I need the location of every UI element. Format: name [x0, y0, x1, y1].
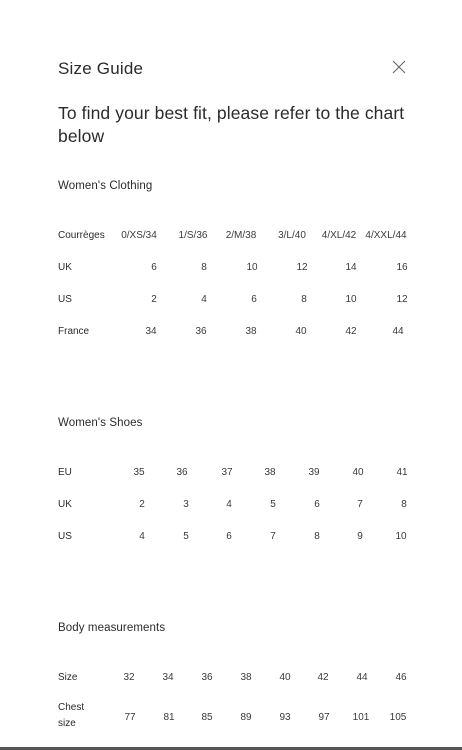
- shoes-cell: 40: [352, 467, 364, 478]
- intro-text: To find your best fit, please refer to the chart below: [58, 103, 405, 146]
- clothing-cell: 12: [296, 262, 308, 273]
- clothing-cell: 42: [345, 326, 357, 337]
- body-cell: 34: [162, 672, 174, 683]
- shoes-cell: 35: [133, 467, 145, 478]
- body-cell: 42: [317, 672, 329, 683]
- clothing-size-header: 4/XL/42: [321, 230, 357, 241]
- clothing-size-header: 3/L/40: [278, 230, 306, 241]
- body-measurements-title: Body measurements: [58, 622, 166, 634]
- shoes-cell: 7: [270, 531, 276, 542]
- body-cell: 81: [163, 712, 175, 723]
- body-cell: 36: [201, 672, 213, 683]
- clothing-cell: 34: [145, 326, 157, 337]
- shoes-cell: 7: [357, 499, 363, 510]
- body-cell: 38: [240, 672, 252, 683]
- shoes-cell: 5: [270, 499, 276, 510]
- clothing-cell: 2: [151, 294, 157, 305]
- shoes-cell: 41: [396, 467, 408, 478]
- womens-shoes-title: Women's Shoes: [58, 417, 143, 429]
- shoes-cell: 10: [395, 531, 407, 542]
- shoes-cell: 8: [401, 499, 407, 510]
- shoes-cell: 4: [226, 499, 232, 510]
- clothing-cell: 36: [195, 326, 207, 337]
- body-cell: 97: [318, 712, 330, 723]
- body-cell: 77: [124, 712, 136, 723]
- close-button[interactable]: [392, 60, 410, 78]
- shoes-cell: 8: [314, 531, 320, 542]
- shoes-cell: 39: [308, 467, 320, 478]
- clothing-size-header: 2/M/38: [225, 230, 257, 241]
- modal-title: Size Guide: [58, 59, 144, 78]
- clothing-size-header: 1/S/36: [178, 230, 208, 241]
- clothing-cell: 4: [201, 294, 207, 305]
- body-cell: 46: [395, 672, 407, 683]
- body-cell: 105: [389, 712, 407, 723]
- shoes-cell: 38: [264, 467, 276, 478]
- shoes-cell: 9: [357, 531, 363, 542]
- shoes-row-label: UK: [58, 499, 72, 510]
- body-cell: 44: [356, 672, 368, 683]
- clothing-row-label: UK: [58, 262, 72, 273]
- clothing-cell: 6: [151, 262, 157, 273]
- clothing-cell: 6: [251, 294, 257, 305]
- clothing-row-label: France: [58, 326, 90, 337]
- body-row-label: Chest size: [58, 702, 85, 729]
- clothing-header-label: Courrèges: [58, 230, 105, 241]
- clothing-cell: 14: [345, 262, 357, 273]
- clothing-size-header: 0/XS/34: [121, 230, 157, 241]
- clothing-cell: 38: [245, 326, 257, 337]
- shoes-row-label: US: [58, 531, 72, 542]
- shoes-cell: 3: [183, 499, 189, 510]
- shoes-cell: 4: [139, 531, 145, 542]
- clothing-row-label: US: [58, 294, 72, 305]
- clothing-cell: 12: [396, 294, 408, 305]
- body-cell: 101: [352, 712, 370, 723]
- body-cell: 93: [279, 712, 291, 723]
- body-row-label: Size: [58, 672, 78, 683]
- shoes-cell: 6: [226, 531, 232, 542]
- shoes-cell: 37: [221, 467, 233, 478]
- close-icon: [392, 60, 406, 74]
- body-cell: 40: [279, 672, 291, 683]
- shoes-row-label: EU: [58, 467, 72, 478]
- clothing-size-header: 4/XXL/44: [365, 230, 407, 241]
- clothing-cell: 8: [301, 294, 307, 305]
- shoes-cell: 6: [314, 499, 320, 510]
- clothing-cell: 44: [392, 326, 404, 337]
- clothing-cell: 8: [201, 262, 207, 273]
- shoes-cell: 5: [183, 531, 189, 542]
- body-cell: 89: [240, 712, 252, 723]
- shoes-cell: 36: [176, 467, 188, 478]
- clothing-cell: 40: [295, 326, 307, 337]
- shoes-cell: 2: [139, 499, 145, 510]
- clothing-cell: 10: [246, 262, 258, 273]
- body-cell: 32: [123, 672, 135, 683]
- body-cell: 85: [201, 712, 213, 723]
- clothing-cell: 10: [345, 294, 357, 305]
- clothing-cell: 16: [396, 262, 408, 273]
- womens-clothing-title: Women's Clothing: [58, 180, 153, 192]
